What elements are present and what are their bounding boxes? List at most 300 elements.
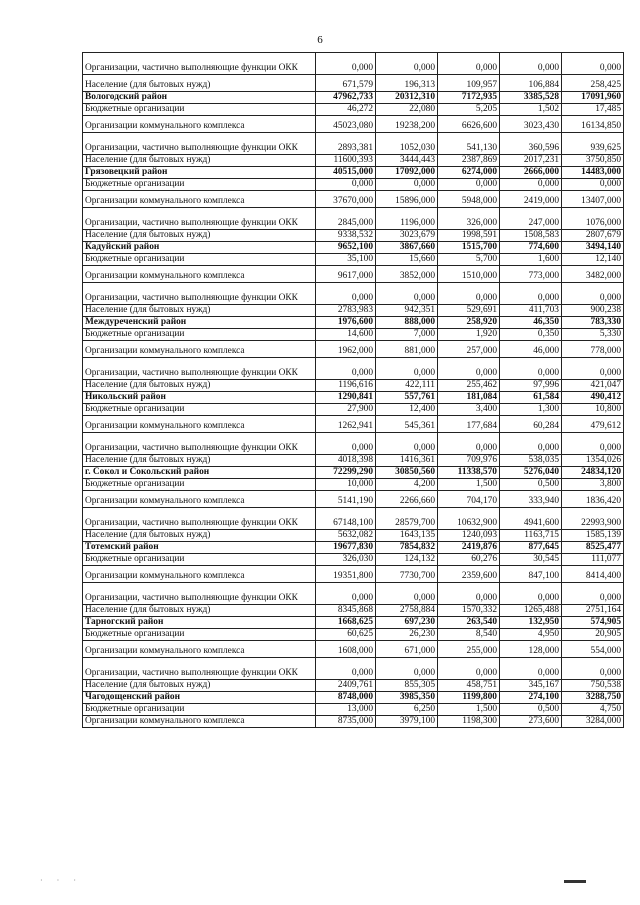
value-cell: 671,579 [316,75,376,92]
value-cell: 709,976 [438,455,500,467]
value-cell: 0,000 [376,433,438,455]
value-cell: 1,600 [500,254,562,266]
value-cell: 557,761 [376,392,438,404]
value-cell: 1608,000 [316,641,376,658]
value-cell: 783,330 [562,317,624,329]
value-cell: 326,030 [316,554,376,566]
value-cell: 0,000 [438,583,500,605]
table-body [83,53,624,728]
row-label: Организации коммунального комплекса [83,566,316,583]
value-cell: 10,000 [316,479,376,491]
value-cell: 263,540 [438,617,500,629]
value-cell: 554,000 [562,641,624,658]
value-cell: 1,500 [438,704,500,716]
row-label: Организации, частично выполняющие функции ОКК [83,583,316,605]
value-cell: 458,751 [438,680,500,692]
value-cell: 0,000 [438,658,500,680]
table-row [83,680,624,692]
row-label: Грязовецкий район [83,167,316,179]
table-row [83,208,624,230]
row-label: Бюджетные организации [83,329,316,341]
value-cell: 4,750 [562,704,624,716]
table-row [83,433,624,455]
value-cell: 939,625 [562,133,624,155]
row-label: Население (для бытовых нужд) [83,75,316,92]
value-cell: 1998,591 [438,230,500,242]
value-cell: 7,000 [376,329,438,341]
row-label: г. Сокол и Сокольский район [83,467,316,479]
value-cell: 2266,660 [376,491,438,508]
value-cell: 0,000 [316,179,376,191]
row-label: Население (для бытовых нужд) [83,155,316,167]
value-cell: 0,000 [316,433,376,455]
table-row [83,658,624,680]
value-cell: 671,000 [376,641,438,658]
row-label: Никольский район [83,392,316,404]
value-cell: 37670,000 [316,191,376,208]
value-cell: 17091,960 [562,92,624,104]
row-label: Организации, частично выполняющие функции ОКК [83,283,316,305]
value-cell: 128,000 [500,641,562,658]
value-cell: 3867,660 [376,242,438,254]
value-cell: 877,645 [500,542,562,554]
row-label: Междуреченский район [83,317,316,329]
value-cell: 2807,679 [562,230,624,242]
value-cell: 0,000 [316,583,376,605]
table-row [83,416,624,433]
row-label: Бюджетные организации [83,179,316,191]
value-cell: 14,600 [316,329,376,341]
district-total-row [83,167,624,179]
table-row [83,179,624,191]
value-cell: 574,905 [562,617,624,629]
value-cell: 422,111 [376,380,438,392]
value-cell: 1668,625 [316,617,376,629]
value-cell: 60,284 [500,416,562,433]
value-cell: 1240,093 [438,530,500,542]
value-cell: 3288,750 [562,692,624,704]
table-row [83,283,624,305]
value-cell: 0,000 [316,53,376,75]
value-cell: 11600,393 [316,155,376,167]
value-cell: 6274,000 [438,167,500,179]
value-cell: 538,035 [500,455,562,467]
district-total-row [83,392,624,404]
value-cell: 9652,100 [316,242,376,254]
value-cell: 7730,700 [376,566,438,583]
value-cell: 545,361 [376,416,438,433]
value-cell: 4,200 [376,479,438,491]
value-cell: 6626,600 [438,116,500,133]
value-cell: 0,000 [376,283,438,305]
value-cell: 11338,570 [438,467,500,479]
value-cell: 19238,200 [376,116,438,133]
table-row [83,116,624,133]
value-cell: 30,545 [500,554,562,566]
value-cell: 3750,850 [562,155,624,167]
value-cell: 1510,000 [438,266,500,283]
value-cell: 8525,477 [562,542,624,554]
value-cell: 247,000 [500,208,562,230]
value-cell: 4941,600 [500,508,562,530]
row-label: Организации, частично выполняющие функции ОКК [83,433,316,455]
value-cell: 0,000 [316,358,376,380]
value-cell: 0,000 [562,179,624,191]
value-cell: 3023,430 [500,116,562,133]
value-cell: 0,000 [376,53,438,75]
value-cell: 46,272 [316,104,376,116]
value-cell: 28579,700 [376,508,438,530]
row-label: Кадуйский район [83,242,316,254]
district-total-row [83,542,624,554]
value-cell: 3482,000 [562,266,624,283]
value-cell: 0,000 [316,283,376,305]
value-cell: 0,000 [316,658,376,680]
row-label: Организации коммунального комплекса [83,716,316,728]
value-cell: 1196,000 [376,208,438,230]
value-cell: 26,230 [376,629,438,641]
table-row [83,75,624,92]
table-row [83,380,624,392]
value-cell: 8748,000 [316,692,376,704]
value-cell: 14483,000 [562,167,624,179]
value-cell: 10632,900 [438,508,500,530]
table-row [83,329,624,341]
value-cell: 3,400 [438,404,500,416]
district-total-row [83,692,624,704]
value-cell: 0,000 [500,658,562,680]
value-cell: 2893,381 [316,133,376,155]
value-cell: 704,170 [438,491,500,508]
value-cell: 0,000 [438,358,500,380]
value-cell: 1354,026 [562,455,624,467]
value-cell: 1163,715 [500,530,562,542]
value-cell: 333,940 [500,491,562,508]
value-cell: 181,084 [438,392,500,404]
value-cell: 22,080 [376,104,438,116]
value-cell: 1,500 [438,479,500,491]
table-row [83,716,624,728]
row-label: Бюджетные организации [83,404,316,416]
value-cell: 847,100 [500,566,562,583]
value-cell: 5948,000 [438,191,500,208]
table-row [83,404,624,416]
value-cell: 326,000 [438,208,500,230]
value-cell: 15,660 [376,254,438,266]
value-cell: 0,000 [562,358,624,380]
value-cell: 1262,941 [316,416,376,433]
value-cell: 1196,616 [316,380,376,392]
value-cell: 132,950 [500,617,562,629]
table-row [83,530,624,542]
value-cell: 24834,120 [562,467,624,479]
value-cell: 2409,761 [316,680,376,692]
value-cell: 2758,884 [376,605,438,617]
value-cell: 46,350 [500,317,562,329]
row-label: Население (для бытовых нужд) [83,530,316,542]
value-cell: 258,425 [562,75,624,92]
row-label: Тарногский район [83,617,316,629]
value-cell: 0,000 [500,53,562,75]
table-row [83,629,624,641]
page-number: 6 [317,34,323,46]
value-cell: 345,167 [500,680,562,692]
table-row [83,341,624,358]
value-cell: 255,462 [438,380,500,392]
table-row [83,358,624,380]
value-cell: 257,000 [438,341,500,358]
value-cell: 0,000 [562,583,624,605]
value-cell: 1290,841 [316,392,376,404]
district-total-row [83,317,624,329]
table-row [83,155,624,167]
value-cell: 2845,000 [316,208,376,230]
value-cell: 0,000 [376,658,438,680]
value-cell: 8345,868 [316,605,376,617]
value-cell: 60,276 [438,554,500,566]
value-cell: 0,500 [500,704,562,716]
value-cell: 0,000 [376,179,438,191]
value-cell: 10,800 [562,404,624,416]
value-cell: 27,900 [316,404,376,416]
value-cell: 8414,400 [562,566,624,583]
table-row [83,455,624,467]
value-cell: 0,500 [500,479,562,491]
value-cell: 2359,600 [438,566,500,583]
value-cell: 19677,830 [316,542,376,554]
value-cell: 19351,800 [316,566,376,583]
value-cell: 0,000 [500,583,562,605]
value-cell: 196,313 [376,75,438,92]
value-cell: 2419,000 [500,191,562,208]
value-cell: 0,000 [438,433,500,455]
row-label: Организации коммунального комплекса [83,491,316,508]
value-cell: 900,238 [562,305,624,317]
table-row [83,554,624,566]
row-label: Население (для бытовых нужд) [83,680,316,692]
table-row [83,491,624,508]
value-cell: 541,130 [438,133,500,155]
value-cell: 2783,983 [316,305,376,317]
row-label: Организации коммунального комплекса [83,641,316,658]
value-cell: 17092,000 [376,167,438,179]
row-label: Население (для бытовых нужд) [83,455,316,467]
row-label: Население (для бытовых нужд) [83,230,316,242]
value-cell: 12,140 [562,254,624,266]
value-cell: 9338,532 [316,230,376,242]
value-cell: 1585,139 [562,530,624,542]
value-cell: 5141,190 [316,491,376,508]
value-cell: 1076,000 [562,208,624,230]
value-cell: 479,612 [562,416,624,433]
value-cell: 5,700 [438,254,500,266]
table-row [83,704,624,716]
row-label: Организации коммунального комплекса [83,191,316,208]
value-cell: 30850,560 [376,467,438,479]
value-cell: 20312,310 [376,92,438,104]
value-cell: 258,920 [438,317,500,329]
row-label: Организации коммунального комплекса [83,116,316,133]
value-cell: 3444,443 [376,155,438,167]
value-cell: 1198,300 [438,716,500,728]
value-cell: 97,996 [500,380,562,392]
value-cell: 1265,488 [500,605,562,617]
value-cell: 1052,030 [376,133,438,155]
value-cell: 3284,000 [562,716,624,728]
table-row [83,254,624,266]
row-label: Чагодощенский район [83,692,316,704]
value-cell: 5276,040 [500,467,562,479]
value-cell: 1508,583 [500,230,562,242]
table-row [83,605,624,617]
value-cell: 0,000 [500,283,562,305]
row-label: Организации коммунального комплекса [83,341,316,358]
value-cell: 255,000 [438,641,500,658]
value-cell: 0,000 [562,658,624,680]
district-total-row [83,467,624,479]
table-row [83,230,624,242]
row-label: Организации, частично выполняющие функции ОКК [83,53,316,75]
value-cell: 750,538 [562,680,624,692]
value-cell: 774,600 [500,242,562,254]
value-cell: 20,905 [562,629,624,641]
value-cell: 0,000 [562,53,624,75]
row-label: Население (для бытовых нужд) [83,305,316,317]
value-cell: 2017,231 [500,155,562,167]
district-total-row [83,242,624,254]
value-cell: 0,000 [562,433,624,455]
value-cell: 1,920 [438,329,500,341]
table-row [83,305,624,317]
value-cell: 1,502 [500,104,562,116]
row-label: Организации коммунального комплекса [83,266,316,283]
district-total-row [83,617,624,629]
value-cell: 3385,528 [500,92,562,104]
value-cell: 60,625 [316,629,376,641]
table-row [83,479,624,491]
row-label: Бюджетные организации [83,254,316,266]
row-label: Бюджетные организации [83,104,316,116]
value-cell: 16134,850 [562,116,624,133]
value-cell: 4,950 [500,629,562,641]
value-cell: 1199,800 [438,692,500,704]
value-cell: 8,540 [438,629,500,641]
table-row [83,566,624,583]
row-label: Вологодский район [83,92,316,104]
value-cell: 0,000 [438,283,500,305]
value-cell: 2751,164 [562,605,624,617]
table-row [83,508,624,530]
value-cell: 177,684 [438,416,500,433]
value-cell: 888,000 [376,317,438,329]
consumption-table [82,52,624,728]
scan-artifact: · · · [40,876,82,885]
row-label: Организации, частично выполняющие функции ОКК [83,358,316,380]
value-cell: 2666,000 [500,167,562,179]
value-cell: 529,691 [438,305,500,317]
row-label: Население (для бытовых нужд) [83,380,316,392]
value-cell: 17,485 [562,104,624,116]
table-row [83,641,624,658]
row-label: Организации, частично выполняющие функции ОКК [83,508,316,530]
value-cell: 6,250 [376,704,438,716]
value-cell: 15896,000 [376,191,438,208]
value-cell: 4018,398 [316,455,376,467]
value-cell: 3979,100 [376,716,438,728]
row-label: Тотемский район [83,542,316,554]
scan-mark [564,880,586,883]
row-label: Организации, частично выполняющие функции ОКК [83,658,316,680]
row-label: Организации коммунального комплекса [83,416,316,433]
value-cell: 3852,000 [376,266,438,283]
table-row [83,104,624,116]
value-cell: 106,884 [500,75,562,92]
value-cell: 1643,135 [376,530,438,542]
value-cell: 773,000 [500,266,562,283]
row-label: Население (для бытовых нужд) [83,605,316,617]
table-row [83,133,624,155]
value-cell: 1,300 [500,404,562,416]
row-label: Организации, частично выполняющие функции ОКК [83,208,316,230]
value-cell: 7172,935 [438,92,500,104]
row-label: Бюджетные организации [83,704,316,716]
value-cell: 881,000 [376,341,438,358]
value-cell: 5632,082 [316,530,376,542]
value-cell: 3985,350 [376,692,438,704]
value-cell: 46,000 [500,341,562,358]
value-cell: 1976,600 [316,317,376,329]
value-cell: 0,000 [438,53,500,75]
table-row [83,583,624,605]
value-cell: 8735,000 [316,716,376,728]
value-cell: 3494,140 [562,242,624,254]
value-cell: 697,230 [376,617,438,629]
value-cell: 0,000 [376,583,438,605]
value-cell: 1570,332 [438,605,500,617]
row-label: Бюджетные организации [83,629,316,641]
value-cell: 45023,080 [316,116,376,133]
value-cell: 1515,700 [438,242,500,254]
value-cell: 273,600 [500,716,562,728]
value-cell: 109,957 [438,75,500,92]
value-cell: 35,100 [316,254,376,266]
value-cell: 1962,000 [316,341,376,358]
value-cell: 13,000 [316,704,376,716]
value-cell: 421,047 [562,380,624,392]
value-cell: 1836,420 [562,491,624,508]
value-cell: 7854,832 [376,542,438,554]
value-cell: 9617,000 [316,266,376,283]
value-cell: 0,000 [562,283,624,305]
row-label: Бюджетные организации [83,554,316,566]
row-label: Бюджетные организации [83,479,316,491]
value-cell: 942,351 [376,305,438,317]
district-total-row [83,92,624,104]
value-cell: 0,000 [376,358,438,380]
value-cell: 5,205 [438,104,500,116]
table-row [83,53,624,75]
value-cell: 124,132 [376,554,438,566]
value-cell: 3023,679 [376,230,438,242]
table-row [83,266,624,283]
value-cell: 67148,100 [316,508,376,530]
value-cell: 40515,000 [316,167,376,179]
value-cell: 13407,000 [562,191,624,208]
value-cell: 0,350 [500,329,562,341]
value-cell: 0,000 [500,433,562,455]
value-cell: 855,305 [376,680,438,692]
row-label: Организации, частично выполняющие функции ОКК [83,133,316,155]
